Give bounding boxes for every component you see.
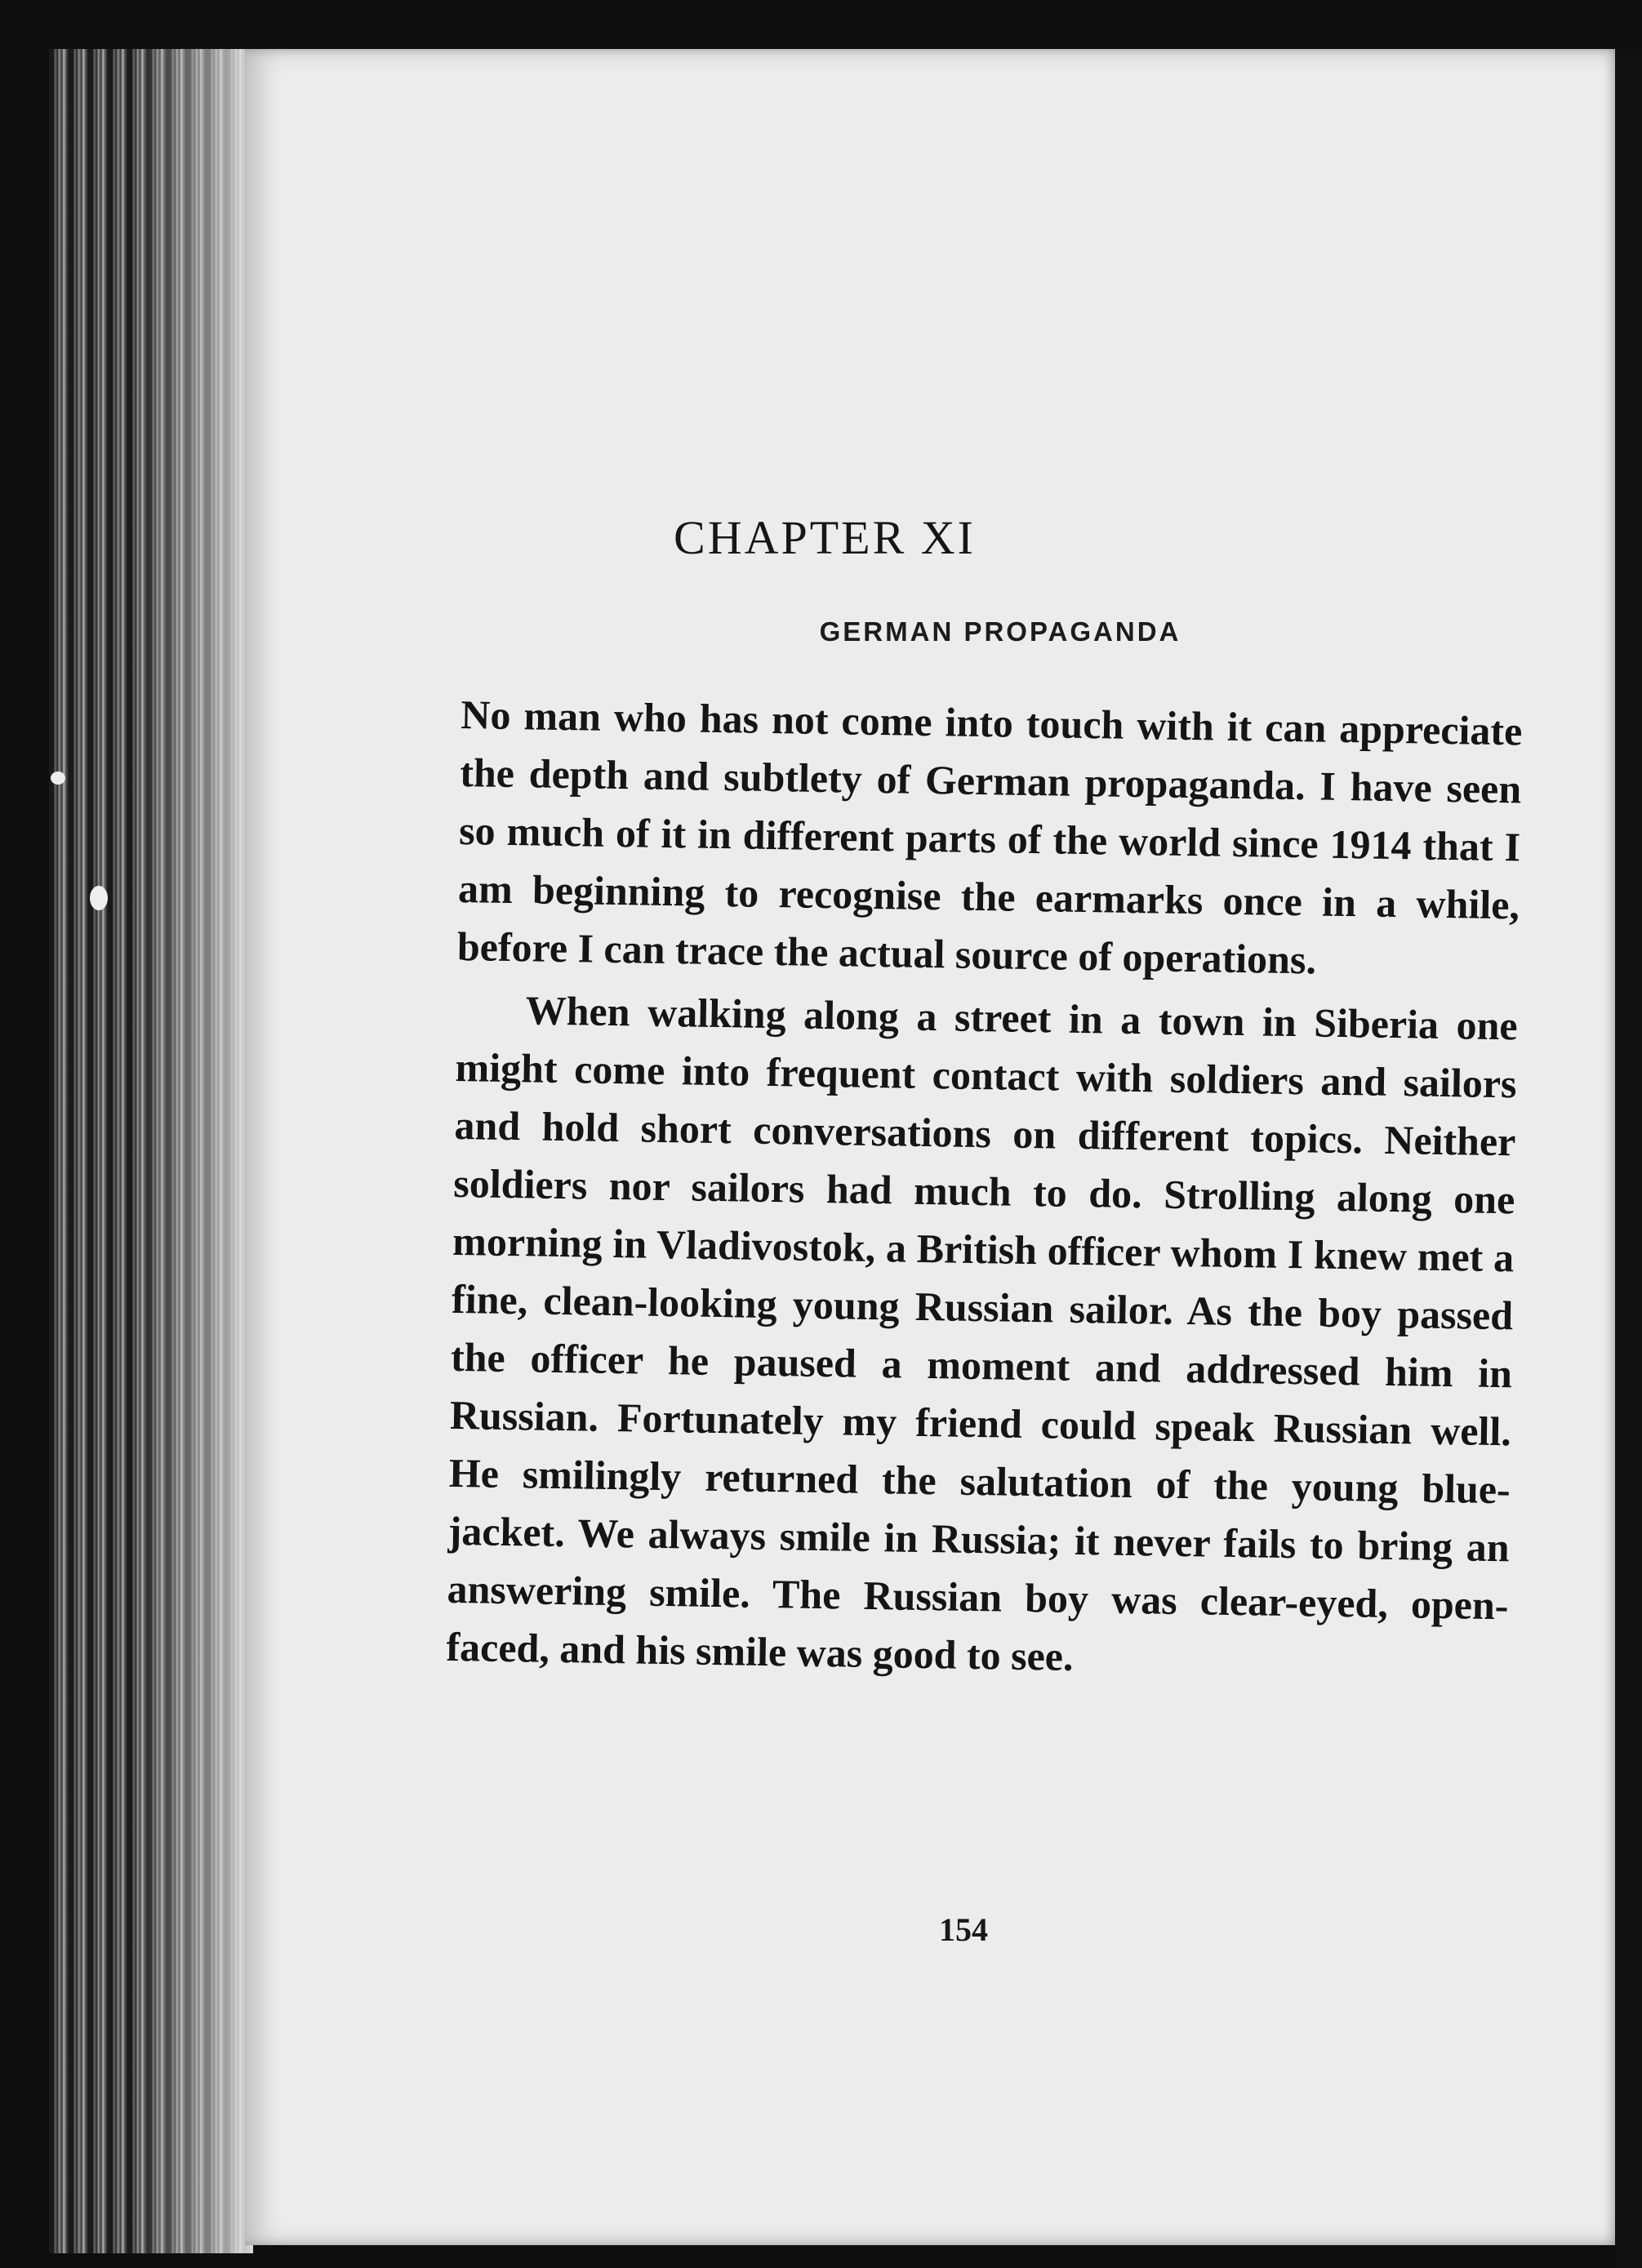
- paragraph: When walking along a street in a town in Siberia one might come into frequent contact with soldiers and sailors and hold short conversations on different topics. Neither soldiers nor sailors had much to do. Strolling along one morning in Vladivostok, a British officer whom I knew met a fine, clean-looking young Russian sailor. As the boy passed the officer he paused a moment and addressed him in Russian. Fortunately my friend could speak Russian well. He smilingly returned the salutation of the young blue-jacket. We always smile in Russia; it never fails to bring an answering smile. The Russian boy was clear-eyed, open-faced, and his smile was good to see.: [446, 987, 1519, 1679]
- scan-speck: [51, 772, 65, 785]
- page-number: 154: [939, 1911, 988, 1948]
- chapter-title: CHAPTER XI: [674, 511, 976, 564]
- scan-speck: [90, 886, 108, 910]
- page-edge-shading: [131, 49, 253, 2253]
- body-text: [446, 686, 1523, 1692]
- chapter-subtitle: GERMAN PROPAGANDA: [819, 616, 1181, 647]
- paragraph: No man who has not come into touch with it can appreciate the depth and subtlety of German propaganda. I have seen so much of it in different parts of the world since 1914 that I am beginning to recognise the earmarks once in a while, before I can trace the actual source of operations.: [456, 691, 1523, 983]
- scan-border: [1615, 49, 1642, 2268]
